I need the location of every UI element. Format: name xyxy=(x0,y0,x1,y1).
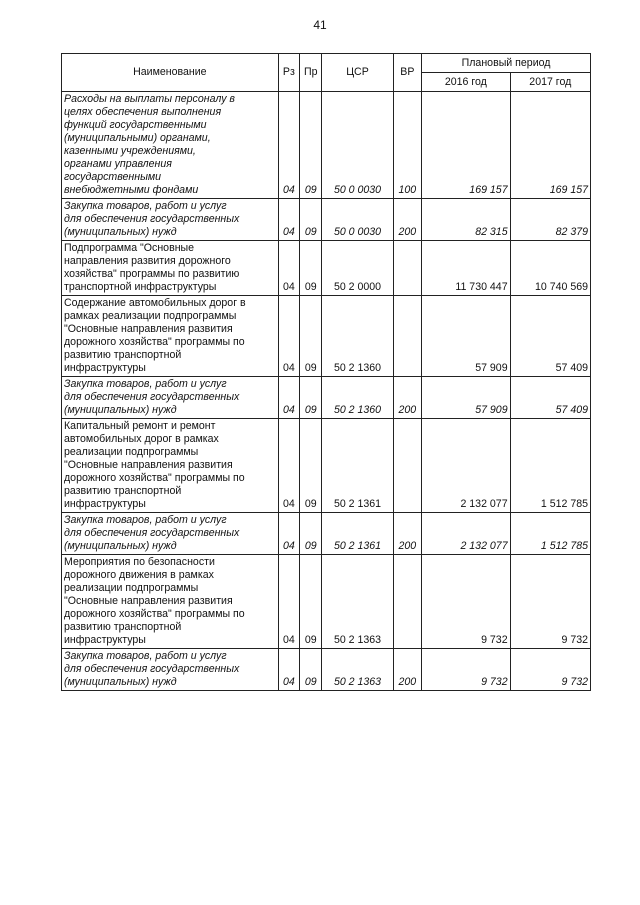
row-name-line: Закупка товаров, работ и услуг xyxy=(64,650,227,662)
row-csr: 50 2 1360 xyxy=(322,377,393,419)
row-pr: 09 xyxy=(300,419,322,513)
row-name-line: "Основные направления развития xyxy=(64,459,233,471)
row-name xyxy=(62,199,279,241)
row-pr: 09 xyxy=(300,513,322,555)
row-name-line: дорожного хозяйства" программы по xyxy=(64,472,245,484)
row-value-2016: 9 732 xyxy=(422,649,511,691)
row-name-line: реализации подпрограммы xyxy=(64,582,199,594)
row-name-line: реализации подпрограммы xyxy=(64,446,199,458)
row-rz: 04 xyxy=(278,377,299,419)
table-row xyxy=(62,513,591,555)
row-pr: 09 xyxy=(300,555,322,649)
row-name-line: Капитальный ремонт и ремонт xyxy=(64,420,216,432)
row-value-2016: 57 909 xyxy=(422,377,511,419)
row-name-line: рамках реализации подпрограммы xyxy=(64,310,237,322)
row-value-2016: 11 730 447 xyxy=(422,241,511,296)
row-rz: 04 xyxy=(278,555,299,649)
row-vr: 100 xyxy=(393,92,421,199)
row-name-line: Закупка товаров, работ и услуг xyxy=(64,200,227,212)
row-name-line: Закупка товаров, работ и услуг xyxy=(64,514,227,526)
row-pr: 09 xyxy=(300,649,322,691)
row-value-2016: 82 315 xyxy=(422,199,511,241)
row-name-line: функций государственными xyxy=(64,119,207,131)
row-name-line: "Основные направления развития xyxy=(64,595,233,607)
row-value-2016: 2 132 077 xyxy=(422,513,511,555)
row-name-line: государственными xyxy=(64,171,162,183)
row-name-line: Мероприятия по безопасности xyxy=(64,556,215,568)
row-pr: 09 xyxy=(300,377,322,419)
row-name-line: для обеспечения государственных xyxy=(64,663,240,675)
row-name-line: хозяйства" программы по развитию xyxy=(64,268,240,280)
row-value-2016: 169 157 xyxy=(422,92,511,199)
row-name xyxy=(62,241,279,296)
row-name-line: дорожного хозяйства" программы по xyxy=(64,608,245,620)
page-number: 41 xyxy=(313,18,327,32)
row-rz: 04 xyxy=(278,296,299,377)
row-name-line: Подпрограмма "Основные xyxy=(64,242,195,254)
table-body xyxy=(62,92,591,691)
header-year-2016: 2016 год xyxy=(422,73,511,92)
row-name-line: органами управления xyxy=(64,158,172,170)
header-csr: ЦСР xyxy=(322,54,393,92)
row-name-line: Содержание автомобильных дорог в xyxy=(64,297,246,309)
row-rz: 04 xyxy=(278,241,299,296)
row-name-line: развитию транспортной xyxy=(64,349,182,361)
row-name-line: инфраструктуры xyxy=(64,498,146,510)
row-value-2017: 57 409 xyxy=(510,296,590,377)
row-vr xyxy=(393,296,421,377)
row-rz: 04 xyxy=(278,92,299,199)
row-vr xyxy=(393,555,421,649)
row-name-line: инфраструктуры xyxy=(64,362,146,374)
row-value-2017: 169 157 xyxy=(510,92,590,199)
table-row xyxy=(62,199,591,241)
table-row xyxy=(62,296,591,377)
row-rz: 04 xyxy=(278,419,299,513)
row-vr xyxy=(393,419,421,513)
row-csr: 50 2 1361 xyxy=(322,419,393,513)
row-value-2017: 82 379 xyxy=(510,199,590,241)
row-pr: 09 xyxy=(300,92,322,199)
table-row xyxy=(62,419,591,513)
row-name-line: "Основные направления развития xyxy=(64,323,233,335)
row-vr: 200 xyxy=(393,199,421,241)
row-name-line: (муниципальных) нужд xyxy=(64,676,177,688)
row-csr: 50 2 1363 xyxy=(322,649,393,691)
row-name-line: для обеспечения государственных xyxy=(64,527,240,539)
row-name-line: транспортной инфраструктуры xyxy=(64,281,217,293)
table-header xyxy=(62,54,591,92)
row-name-line: Расходы на выплаты персоналу в xyxy=(64,93,235,105)
row-vr: 200 xyxy=(393,513,421,555)
row-value-2017: 9 732 xyxy=(510,649,590,691)
header-vr: ВР xyxy=(393,54,421,92)
row-name-line: (муниципальных) нужд xyxy=(64,226,177,238)
row-value-2017: 9 732 xyxy=(510,555,590,649)
row-name-line: (муниципальных) нужд xyxy=(64,404,177,416)
table-row xyxy=(62,92,591,199)
row-name xyxy=(62,513,279,555)
row-value-2016: 9 732 xyxy=(422,555,511,649)
row-csr: 50 0 0030 xyxy=(322,199,393,241)
table-row xyxy=(62,649,591,691)
header-rz: Рз xyxy=(278,54,299,92)
row-name-line: целях обеспечения выполнения xyxy=(64,106,222,118)
row-value-2017: 1 512 785 xyxy=(510,513,590,555)
row-pr: 09 xyxy=(300,199,322,241)
row-csr: 50 2 1361 xyxy=(322,513,393,555)
row-value-2017: 1 512 785 xyxy=(510,419,590,513)
row-value-2016: 2 132 077 xyxy=(422,419,511,513)
table-row xyxy=(62,241,591,296)
row-name-line: развитию транспортной xyxy=(64,485,182,497)
budget-table xyxy=(61,53,591,691)
row-name xyxy=(62,555,279,649)
row-name xyxy=(62,92,279,199)
row-name-line: Закупка товаров, работ и услуг xyxy=(64,378,227,390)
row-rz: 04 xyxy=(278,649,299,691)
table-row xyxy=(62,377,591,419)
row-csr: 50 0 0030 xyxy=(322,92,393,199)
row-vr: 200 xyxy=(393,649,421,691)
row-value-2017: 57 409 xyxy=(510,377,590,419)
row-name-line: направления развития дорожного xyxy=(64,255,231,267)
row-name-line: (муниципальных) нужд xyxy=(64,540,177,552)
row-rz: 04 xyxy=(278,199,299,241)
row-name xyxy=(62,649,279,691)
row-name-line: казенными учреждениями, xyxy=(64,145,196,157)
row-vr: 200 xyxy=(393,377,421,419)
row-name-line: инфраструктуры xyxy=(64,634,146,646)
row-name xyxy=(62,419,279,513)
row-name-line: внебюджетными фондами xyxy=(64,184,199,196)
header-pr: Пр xyxy=(300,54,322,92)
row-csr: 50 2 1360 xyxy=(322,296,393,377)
row-name-line: (муниципальными) органами, xyxy=(64,132,211,144)
row-value-2016: 57 909 xyxy=(422,296,511,377)
header-year-2017: 2017 год xyxy=(510,73,590,92)
row-csr: 50 2 0000 xyxy=(322,241,393,296)
row-name xyxy=(62,377,279,419)
row-name-line: развитию транспортной xyxy=(64,621,182,633)
header-plan-period: Плановый период xyxy=(422,54,591,73)
row-pr: 09 xyxy=(300,241,322,296)
row-csr: 50 2 1363 xyxy=(322,555,393,649)
row-name-line: для обеспечения государственных xyxy=(64,213,240,225)
row-name xyxy=(62,296,279,377)
row-rz: 04 xyxy=(278,513,299,555)
row-value-2017: 10 740 569 xyxy=(510,241,590,296)
row-name-line: дорожного движения в рамках xyxy=(64,569,214,581)
row-name-line: дорожного хозяйства" программы по xyxy=(64,336,245,348)
row-vr xyxy=(393,241,421,296)
row-name-line: для обеспечения государственных xyxy=(64,391,240,403)
header-name: Наименование xyxy=(62,54,279,92)
table-row xyxy=(62,555,591,649)
row-name-line: автомобильных дорог в рамках xyxy=(64,433,219,445)
row-pr: 09 xyxy=(300,296,322,377)
